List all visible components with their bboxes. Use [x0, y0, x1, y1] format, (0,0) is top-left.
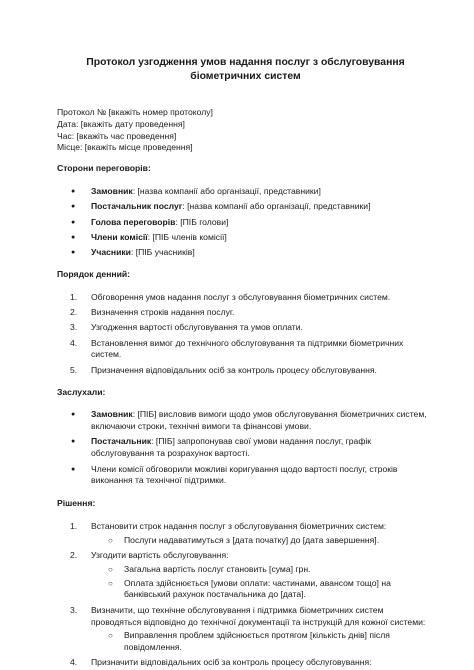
- item-number: 1.: [70, 520, 78, 531]
- party-text: : [ПІБ учасників]: [130, 247, 195, 258]
- speaker-text: : [ПІБ] запропонував свої умови надання послуг, графік обслуговування та розрахунок вартості.: [91, 436, 372, 459]
- list-item: [57, 232, 434, 244]
- sub-list: [91, 564, 434, 601]
- party-label: Замовник: [91, 185, 133, 196]
- parties-heading: Сторони переговорів:: [57, 163, 151, 174]
- speaker-text: : [ПІБ] висловив вимоги щодо умов обслуговування біометричних систем, включаючи строки, технічні вимоги та фінансові умови.: [91, 409, 427, 432]
- parties-list: [57, 186, 434, 259]
- speaker-label: Постачальник: [91, 436, 152, 447]
- item-number: 3.: [70, 322, 78, 333]
- item-number: 5.: [70, 364, 78, 375]
- list-item: [57, 521, 434, 547]
- speaker-label: Замовник: [91, 409, 133, 420]
- list-item: [57, 605, 434, 654]
- party-label: Постачальник послуг: [91, 201, 183, 212]
- list-item: [57, 217, 434, 229]
- item-number: 3.: [70, 604, 78, 615]
- party-label: Учасники: [91, 247, 131, 258]
- protocol-number: Протокол № [вкажіть номер протоколу]: [57, 107, 213, 117]
- protocol-place: Місце: [вкажіть місце проведення]: [57, 142, 193, 153]
- list-item: [57, 247, 434, 259]
- item-number: 4.: [70, 337, 78, 348]
- document-title: Протокол узгодження умов надання послуг з обслуговування біометричних систем: [86, 57, 405, 82]
- sub-list-item: ○ Виправлення проблем здійснюється протягом [кількість днів] після повідомлення.: [91, 630, 434, 654]
- list-item: [57, 292, 434, 304]
- item-number: 1.: [70, 291, 78, 302]
- item-text: Обговорення умов надання послуг з обслуговування біометричних систем.: [91, 291, 391, 302]
- item-text: Узгодити вартість обслуговування:: [91, 550, 229, 561]
- item-text: Встановити строк надання послуг з обслуговування біометричних систем:: [91, 520, 387, 531]
- sub-list: [91, 630, 434, 654]
- list-item: [57, 409, 434, 433]
- list-item: [57, 338, 434, 362]
- list-item: [57, 464, 434, 488]
- protocol-time: Час: [вкажіть час проведення]: [57, 130, 177, 141]
- sub-list-item: ○ Послуги надаватимуться з [дата початку] до [дата завершення].: [91, 535, 434, 547]
- list-item: [57, 201, 434, 213]
- item-text: Визначення строків надання послуг.: [91, 307, 235, 318]
- item-text: Визначити, що технічне обслуговування і підтримка біометричних систем проводяться відповідно до технічної документації та інструкцій для кожної системи:: [91, 604, 426, 627]
- item-text: Узгодження вартості обслуговування та умов оплати.: [91, 322, 303, 333]
- heard-list: [57, 409, 434, 487]
- sub-list-item: ○ Загальна вартість послуг становить [сума] грн.: [91, 564, 434, 576]
- list-item: [57, 307, 434, 319]
- list-item: [57, 550, 434, 601]
- list-item: [57, 322, 434, 334]
- list-item: [57, 186, 434, 198]
- item-number: 4.: [70, 657, 78, 668]
- decisions-list: [57, 521, 434, 669]
- decisions-heading: Рішення:: [57, 498, 96, 509]
- party-text: : [назва компанії або організації, представники]: [182, 201, 371, 212]
- agenda-list: [57, 292, 434, 377]
- party-text: : [ПІБ голови]: [175, 216, 229, 227]
- item-number: 2.: [70, 307, 78, 318]
- speaker-text: Члени комісії обговорили можливі коригування щодо вартості послуг, строків виконання та технічної підтримки.: [91, 463, 398, 486]
- party-text: : [ПІБ членів комісії]: [147, 231, 227, 242]
- item-text: Призначити відповідальних осіб за контроль процесу обслуговування:: [91, 657, 372, 668]
- item-text: Призначення відповідальних осіб за контроль процесу обслуговування.: [91, 364, 377, 375]
- list-item: [57, 436, 434, 460]
- list-item: [57, 365, 434, 377]
- item-text: Встановлення вимог до технічного обслуговування та підтримки біометричних систем.: [91, 337, 404, 360]
- protocol-meta: [57, 107, 434, 154]
- item-number: 2.: [70, 550, 78, 561]
- list-item: [57, 657, 434, 669]
- party-label: Члени комісії: [91, 231, 148, 242]
- sub-list-item: ○ Оплата здійснюється [умови оплати: частинами, авансом тощо] на банківський рахунок постачальника до [дата].: [91, 578, 434, 602]
- sub-list: [91, 535, 434, 547]
- heard-heading: Заслухали:: [57, 386, 106, 397]
- party-text: : [назва компанії або організації, представники]: [132, 185, 321, 196]
- protocol-date: Дата: [вкажіть дату проведення]: [57, 118, 185, 129]
- party-label: Голова переговорів: [91, 216, 176, 227]
- agenda-heading: Порядок денний:: [57, 268, 131, 279]
